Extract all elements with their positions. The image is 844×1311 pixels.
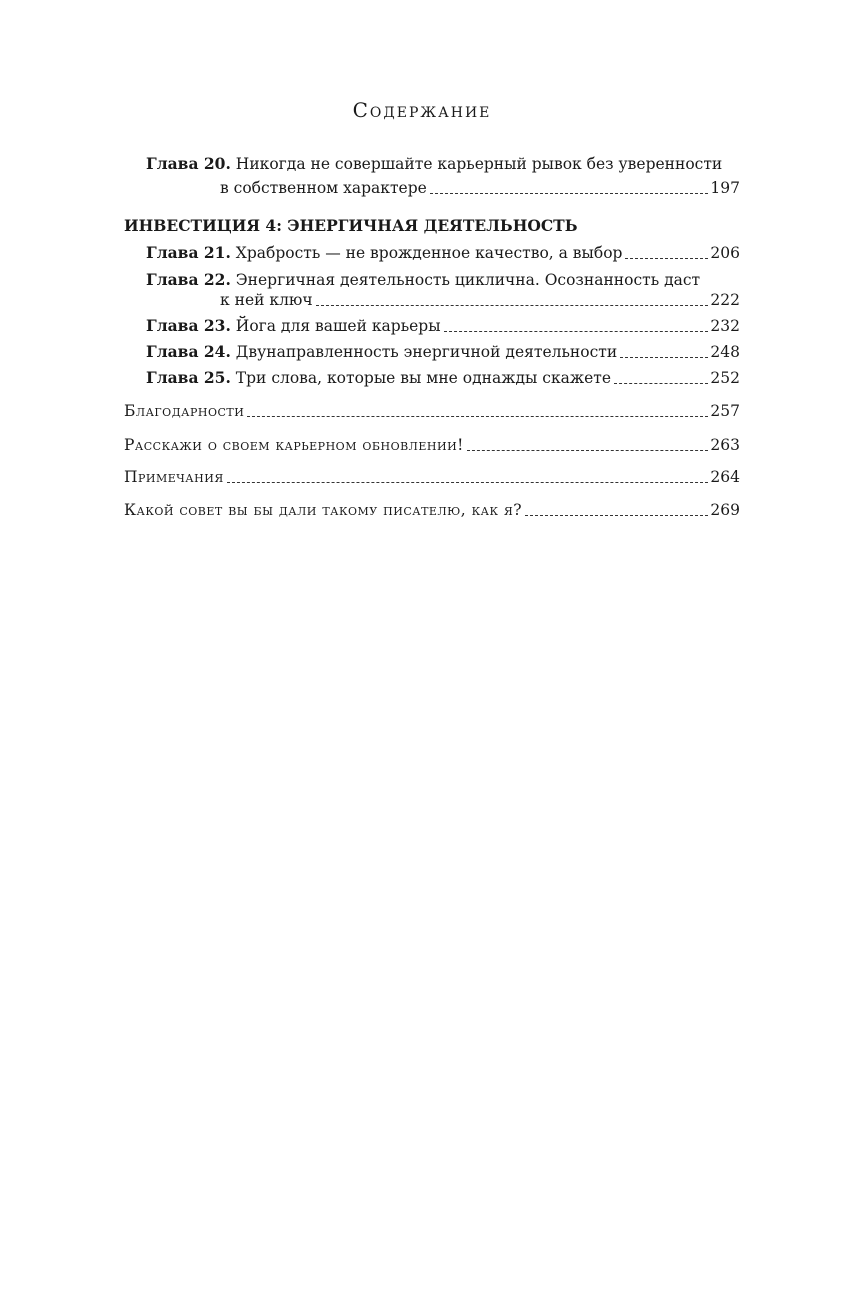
page-number: 222 [710,291,740,309]
chapter-label [146,243,622,263]
page-title: Содержание [352,98,492,122]
page-number: 197 [710,179,740,197]
leader-dots [430,193,709,194]
leader-dots [525,515,708,516]
leader-dots [467,450,709,451]
page-number: 232 [710,317,740,335]
chapter-label [146,342,617,362]
toc-entry-notes[interactable] [124,467,740,487]
toc-entry-advice[interactable] [124,500,740,520]
chapter-number: Глава 22. [146,270,231,289]
chapter-title: Йога для вашей карьеры [235,317,441,335]
leader-dots [620,357,708,358]
chapter-number: Глава 23. [146,316,231,335]
chapter-title: Храбрость — не врожденное качество, а выбор [235,244,623,262]
chapter-title: Энергичная деятельность циклична. Осознанность даст [235,271,701,289]
chapter-number: Глава 25. [146,368,231,387]
chapter-title-cont: к ней ключ [220,291,313,309]
page-number: 248 [710,343,740,361]
toc-entry-ch21[interactable] [146,243,740,263]
leader-dots [227,482,709,483]
entry-label: Расскажи о своем карьерном обновлении! [124,436,464,454]
chapter-title: Двунаправленность энергичной деятельности [235,343,618,361]
page-number: 252 [710,369,740,387]
leader-dots [444,331,709,332]
chapter-number: Глава 20. [146,154,231,173]
leader-dots [247,416,708,417]
page-number: 263 [710,436,740,454]
toc-entry-ch20-line2[interactable] [220,178,740,198]
page-number: 206 [710,244,740,262]
chapter-number: Глава 21. [146,243,231,262]
toc-entry-acknowledgments[interactable] [124,401,740,421]
page-number: 269 [710,501,740,519]
chapter-number: Глава 24. [146,342,231,361]
chapter-title-cont: в собственном характере [220,179,427,197]
chapter-label [146,368,611,388]
page-number: 264 [710,468,740,486]
entry-label: Какой совет вы бы дали такому писателю, как я? [124,501,523,519]
leader-dots [614,383,708,384]
toc-entry-ch20-line1[interactable] [146,154,722,174]
chapter-title: Никогда не совершайте карьерный рывок без уверенности [235,155,723,173]
toc-entry-ch25[interactable] [146,368,740,388]
toc-part-heading[interactable]: ИНВЕСТИЦИЯ 4: ЭНЕРГИЧНАЯ ДЕЯТЕЛЬНОСТЬ [124,216,578,235]
toc-entry-ch23[interactable] [146,316,740,336]
leader-dots [625,258,708,259]
toc-entry-career-renewal[interactable] [124,435,740,455]
toc-entry-ch22-line1[interactable] [146,270,700,290]
page-number: 257 [710,402,740,420]
chapter-label [146,316,441,336]
leader-dots [316,305,709,306]
toc-entry-ch22-line2[interactable] [220,290,740,310]
toc-entry-ch24[interactable] [146,342,740,362]
entry-label: Благодарности [124,402,245,420]
chapter-title: Три слова, которые вы мне однажды скажете [235,369,612,387]
entry-label: Примечания [124,468,224,486]
